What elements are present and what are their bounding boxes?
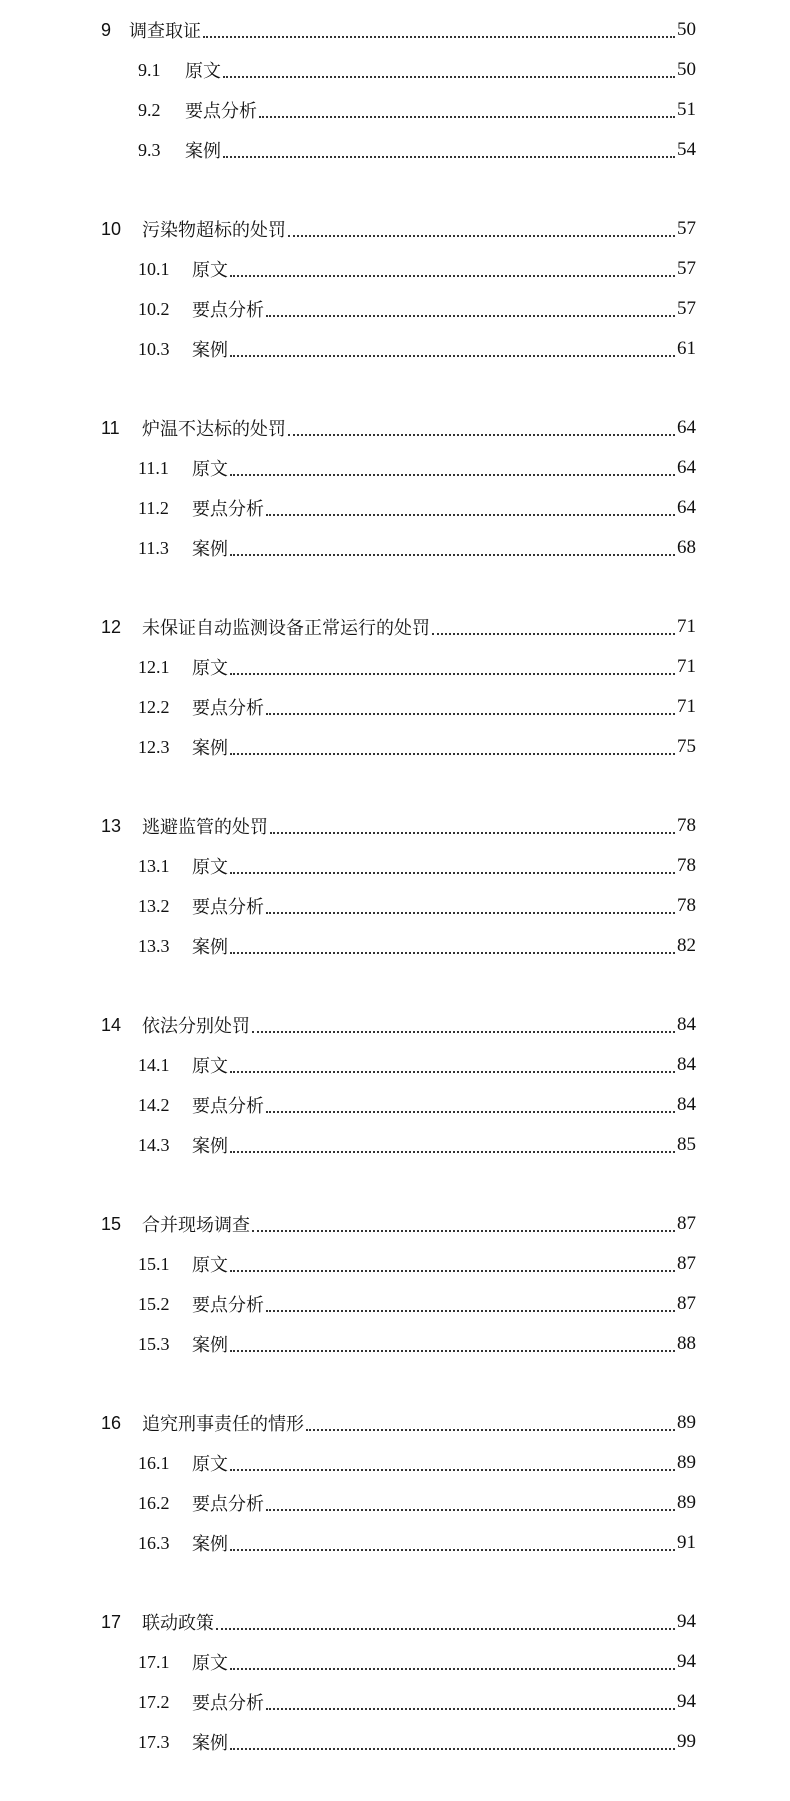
section-title: 案例 <box>192 340 228 360</box>
section-title: 原文 <box>192 459 228 479</box>
toc-chapter-entry[interactable] <box>0 1204 696 1244</box>
chapter-title: 追究刑事责任的情形 <box>142 1414 304 1434</box>
toc-section-entry[interactable] <box>0 1682 696 1722</box>
dot-leader <box>230 1151 675 1153</box>
toc-chapter <box>0 408 790 568</box>
toc-chapter <box>0 10 790 170</box>
section-number: 16.2 <box>138 1492 170 1513</box>
section-number: 17.2 <box>138 1691 170 1712</box>
section-number: 10.1 <box>138 258 170 279</box>
chapter-title: 炉温不达标的处罚 <box>142 419 286 439</box>
dot-leader <box>203 36 675 38</box>
page-number: 78 <box>677 895 696 916</box>
dot-leader <box>266 1310 675 1312</box>
section-title: 案例 <box>192 1335 228 1355</box>
page-number: 84 <box>677 1094 696 1115</box>
toc-section-entry[interactable] <box>0 249 696 289</box>
dot-leader <box>230 1549 675 1551</box>
page-number: 85 <box>677 1134 696 1155</box>
dot-leader <box>230 753 675 755</box>
page-number: 68 <box>677 537 696 558</box>
toc-chapter-entry[interactable] <box>0 408 696 448</box>
section-number: 15.3 <box>138 1333 170 1354</box>
page-number: 89 <box>677 1492 696 1513</box>
dot-leader <box>230 872 675 874</box>
section-title: 案例 <box>192 1534 228 1554</box>
dot-leader <box>252 1230 675 1232</box>
page-number: 51 <box>677 99 696 120</box>
page-number: 94 <box>677 1691 696 1712</box>
dot-leader <box>230 1668 675 1670</box>
section-title: 要点分析 <box>192 698 264 718</box>
dot-leader <box>230 1071 675 1073</box>
page-number: 87 <box>677 1293 696 1314</box>
toc-section-entry[interactable] <box>0 289 696 329</box>
dot-leader <box>216 1628 675 1630</box>
section-number: 9.3 <box>138 139 161 160</box>
section-number: 13.2 <box>138 895 170 916</box>
dot-leader <box>230 474 675 476</box>
dot-leader <box>266 912 675 914</box>
section-title: 要点分析 <box>192 300 264 320</box>
page-number: 87 <box>677 1253 696 1274</box>
dot-leader <box>230 355 675 357</box>
section-number: 11.3 <box>138 537 169 558</box>
dot-leader <box>230 952 675 954</box>
toc-section-entry[interactable] <box>0 90 696 130</box>
page-number: 94 <box>677 1651 696 1672</box>
toc-chapter <box>0 806 790 966</box>
toc-section-entry[interactable] <box>0 687 696 727</box>
dot-leader <box>223 156 675 158</box>
section-title: 案例 <box>192 539 228 559</box>
toc-chapter <box>0 607 790 767</box>
page-number: 57 <box>677 298 696 319</box>
page-number: 78 <box>677 855 696 876</box>
section-title: 案例 <box>192 1733 228 1753</box>
dot-leader <box>230 554 675 556</box>
toc-chapter-entry[interactable] <box>0 806 696 846</box>
dot-leader <box>230 1469 675 1471</box>
section-title: 原文 <box>192 658 228 678</box>
toc-section-entry[interactable] <box>0 1284 696 1324</box>
toc-chapter-entry[interactable] <box>0 209 696 249</box>
page-number: 91 <box>677 1532 696 1553</box>
section-title: 原文 <box>185 61 221 81</box>
chapter-number: 9 <box>101 19 112 40</box>
dot-leader <box>266 1708 675 1710</box>
page-number: 99 <box>677 1731 696 1752</box>
section-number: 13.3 <box>138 935 170 956</box>
section-title: 要点分析 <box>192 1295 264 1315</box>
toc-section-entry[interactable] <box>0 1642 696 1682</box>
page-number: 71 <box>677 656 696 677</box>
toc-section-entry[interactable] <box>0 1125 696 1165</box>
section-number: 12.1 <box>138 656 170 677</box>
section-title: 原文 <box>192 260 228 280</box>
chapter-title: 合并现场调查 <box>142 1215 250 1235</box>
section-number: 9.2 <box>138 99 161 120</box>
chapter-number: 14 <box>101 1014 122 1035</box>
dot-leader <box>230 673 675 675</box>
page-number: 82 <box>677 935 696 956</box>
toc-section-entry[interactable] <box>0 1443 696 1483</box>
section-title: 案例 <box>185 141 221 161</box>
toc-chapter <box>0 1403 790 1563</box>
dot-leader <box>432 633 675 635</box>
page-number: 61 <box>677 338 696 359</box>
section-number: 10.3 <box>138 338 170 359</box>
page-number: 78 <box>677 815 696 836</box>
page-number: 54 <box>677 139 696 160</box>
dot-leader <box>230 1350 675 1352</box>
page-number: 64 <box>677 457 696 478</box>
toc-section-entry[interactable] <box>0 1045 696 1085</box>
chapter-number: 17 <box>101 1611 122 1632</box>
section-title: 要点分析 <box>192 499 264 519</box>
section-title: 原文 <box>192 857 228 877</box>
dot-leader <box>270 832 675 834</box>
dot-leader <box>266 1509 675 1511</box>
page-number: 89 <box>677 1452 696 1473</box>
page-number: 57 <box>677 218 696 239</box>
section-title: 要点分析 <box>192 1693 264 1713</box>
toc-chapter-entry[interactable] <box>0 1403 696 1443</box>
toc-chapter <box>0 1005 790 1165</box>
toc-chapter <box>0 1204 790 1364</box>
dot-leader <box>230 1748 675 1750</box>
toc-section-entry[interactable] <box>0 846 696 886</box>
section-title: 案例 <box>192 1136 228 1156</box>
dot-leader <box>266 514 675 516</box>
toc-section-entry[interactable] <box>0 488 696 528</box>
dot-leader <box>266 315 675 317</box>
section-number: 14.1 <box>138 1054 170 1075</box>
toc-section-entry[interactable] <box>0 130 696 170</box>
chapter-number: 15 <box>101 1213 122 1234</box>
section-number: 16.1 <box>138 1452 170 1473</box>
section-number: 10.2 <box>138 298 170 319</box>
page-number: 71 <box>677 616 696 637</box>
section-number: 9.1 <box>138 59 161 80</box>
dot-leader <box>266 713 675 715</box>
toc-chapter-entry[interactable] <box>0 10 696 50</box>
chapter-number: 12 <box>101 616 122 637</box>
table-of-contents <box>0 10 790 1801</box>
page-number: 71 <box>677 696 696 717</box>
toc-section-entry[interactable] <box>0 1244 696 1284</box>
dot-leader <box>252 1031 675 1033</box>
section-number: 16.3 <box>138 1532 170 1553</box>
toc-section-entry[interactable] <box>0 1722 696 1762</box>
section-title: 要点分析 <box>192 897 264 917</box>
page-number: 50 <box>677 19 696 40</box>
toc-chapter <box>0 1602 790 1762</box>
toc-section-entry[interactable] <box>0 926 696 966</box>
page-number: 50 <box>677 59 696 80</box>
chapter-number: 11 <box>101 417 120 438</box>
chapter-title: 联动政策 <box>142 1613 214 1633</box>
page-number: 64 <box>677 497 696 518</box>
section-title: 原文 <box>192 1653 228 1673</box>
dot-leader <box>259 116 675 118</box>
toc-section-entry[interactable] <box>0 528 696 568</box>
chapter-title: 逃避监管的处罚 <box>142 817 268 837</box>
page-number: 64 <box>677 417 696 438</box>
page-number: 94 <box>677 1611 696 1632</box>
dot-leader <box>230 1270 675 1272</box>
section-number: 12.3 <box>138 736 170 757</box>
section-title: 要点分析 <box>185 101 257 121</box>
page-number: 84 <box>677 1014 696 1035</box>
section-title: 要点分析 <box>192 1096 264 1116</box>
chapter-title: 依法分别处罚 <box>142 1016 250 1036</box>
chapter-title: 未保证自动监测设备正常运行的处罚 <box>142 618 430 638</box>
chapter-title: 调查取证 <box>129 21 201 41</box>
section-title: 要点分析 <box>192 1494 264 1514</box>
section-title: 案例 <box>192 937 228 957</box>
section-number: 11.1 <box>138 457 169 478</box>
page-number: 89 <box>677 1412 696 1433</box>
page-number: 88 <box>677 1333 696 1354</box>
toc-chapter-entry[interactable] <box>0 1602 696 1642</box>
toc-chapter <box>0 209 790 369</box>
chapter-number: 10 <box>101 218 122 239</box>
dot-leader <box>288 235 675 237</box>
section-title: 原文 <box>192 1255 228 1275</box>
section-number: 17.1 <box>138 1651 170 1672</box>
page-number: 87 <box>677 1213 696 1234</box>
toc-section-entry[interactable] <box>0 1324 696 1364</box>
section-number: 14.2 <box>138 1094 170 1115</box>
dot-leader <box>306 1429 675 1431</box>
toc-section-entry[interactable] <box>0 1483 696 1523</box>
dot-leader <box>266 1111 675 1113</box>
toc-chapter-entry[interactable] <box>0 1005 696 1045</box>
toc-section-entry[interactable] <box>0 1085 696 1125</box>
toc-section-entry[interactable] <box>0 727 696 767</box>
toc-section-entry[interactable] <box>0 1523 696 1563</box>
toc-section-entry[interactable] <box>0 886 696 926</box>
section-number: 14.3 <box>138 1134 170 1155</box>
page-number: 57 <box>677 258 696 279</box>
section-number: 17.3 <box>138 1731 170 1752</box>
page-number: 84 <box>677 1054 696 1075</box>
section-number: 12.2 <box>138 696 170 717</box>
chapter-title: 污染物超标的处罚 <box>142 220 286 240</box>
toc-chapter-entry[interactable] <box>0 607 696 647</box>
section-number: 15.2 <box>138 1293 170 1314</box>
section-title: 原文 <box>192 1056 228 1076</box>
chapter-number: 13 <box>101 815 122 836</box>
section-number: 15.1 <box>138 1253 170 1274</box>
toc-section-entry[interactable] <box>0 50 696 90</box>
section-title: 案例 <box>192 738 228 758</box>
dot-leader <box>230 275 675 277</box>
dot-leader <box>288 434 675 436</box>
section-title: 原文 <box>192 1454 228 1474</box>
toc-section-entry[interactable] <box>0 647 696 687</box>
section-number: 13.1 <box>138 855 170 876</box>
toc-section-entry[interactable] <box>0 448 696 488</box>
section-number: 11.2 <box>138 497 169 518</box>
page-number: 75 <box>677 736 696 757</box>
toc-section-entry[interactable] <box>0 329 696 369</box>
dot-leader <box>223 76 675 78</box>
chapter-number: 16 <box>101 1412 122 1433</box>
